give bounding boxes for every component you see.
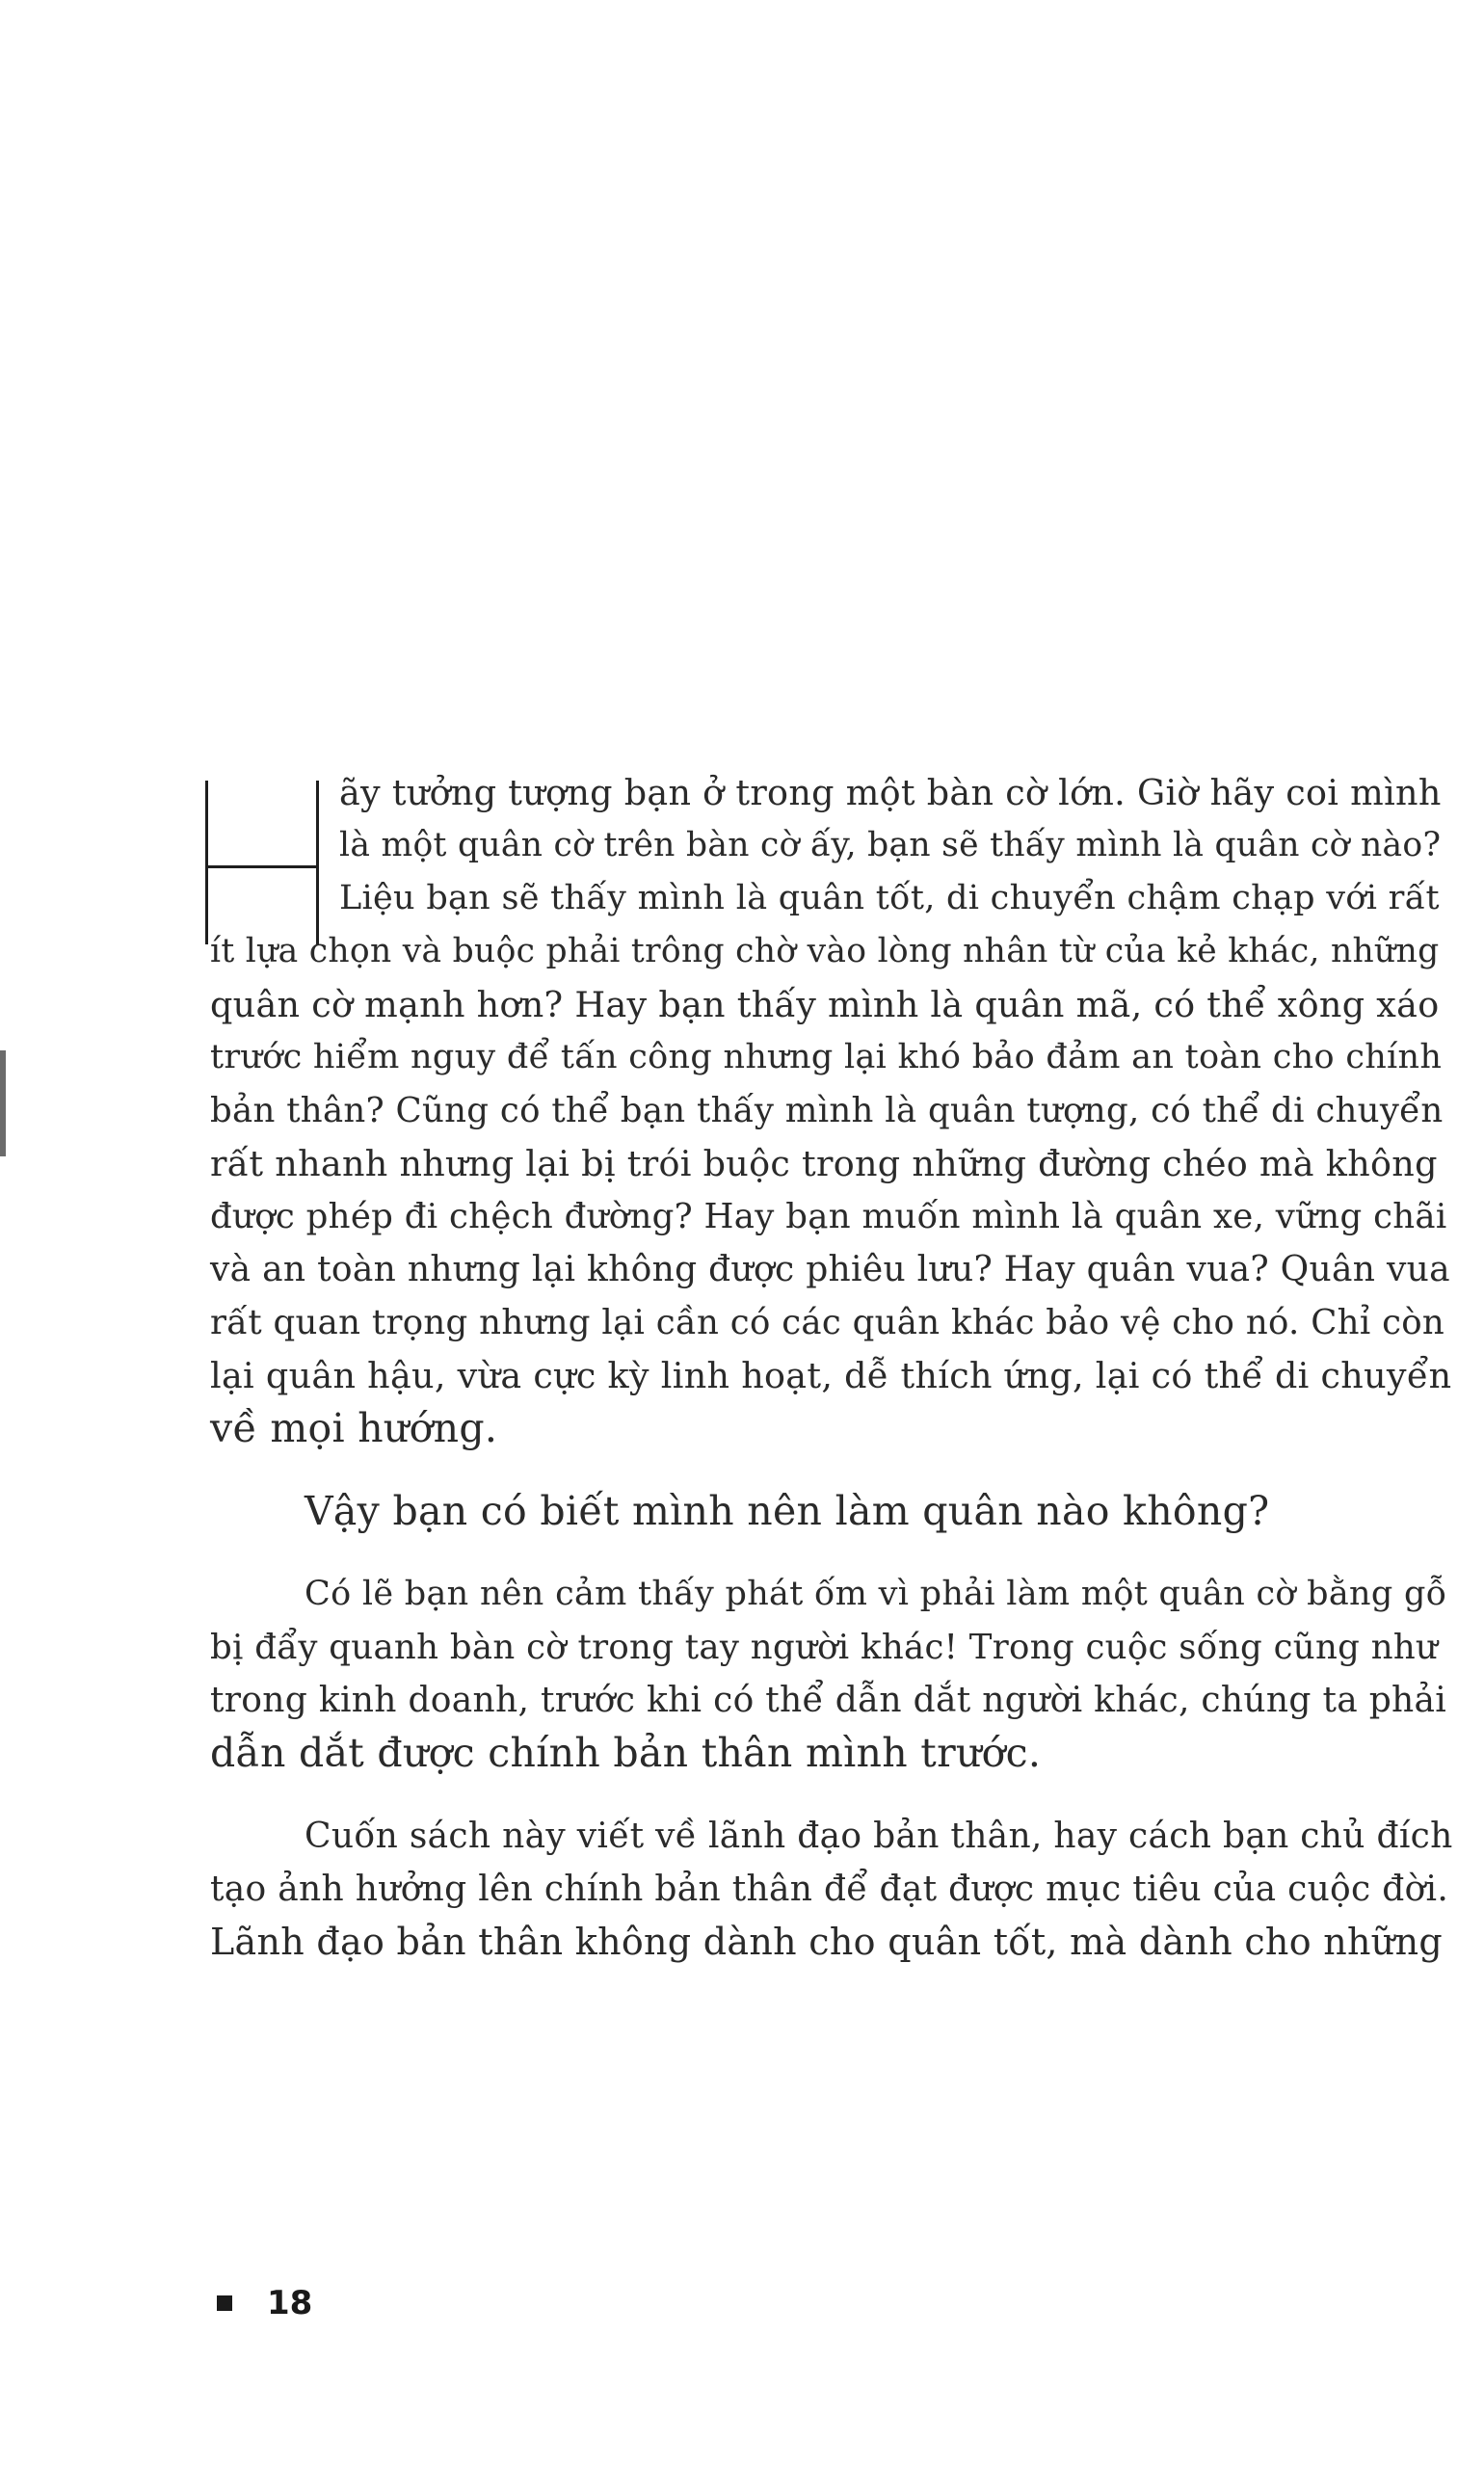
text-line: Lãnh đạo bản thân không dành cho quân tốt, mà dành cho những [210, 1921, 1443, 1963]
text-line: tạo ảnh hưởng lên chính bản thân để đạt được mục tiêu của cuộc đời. [210, 1870, 1449, 1909]
text-line: và an toàn nhưng lại không được phiêu lưu? Hay quân vua? Quân vua [210, 1250, 1450, 1289]
text-line: rất quan trọng nhưng lại cần có các quân khác bảo vệ cho nó. Chỉ còn [210, 1303, 1445, 1342]
text-line: Vậy bạn có biết mình nên làm quân nào không? [305, 1488, 1270, 1534]
paragraph-1 [210, 766, 1453, 1455]
text-line: bản thân? Cũng có thể bạn thấy mình là quân tượng, có thể di chuyển [210, 1091, 1444, 1130]
text-line: ít lựa chọn và buộc phải trông chờ vào lòng nhân từ của kẻ khác, những [210, 932, 1440, 970]
page-footer [217, 2284, 312, 2322]
text-line: trước hiểm nguy để tấn công nhưng lại khó bảo đảm an toàn cho chính [210, 1038, 1443, 1076]
text-line: Liệu bạn sẽ thấy mình là quân tốt, di chuyển chậm chạp với rất [339, 879, 1440, 917]
drop-cap-left-stem [205, 781, 208, 944]
text-line: bị đẩy quanh bàn cờ trong tay người khác! Trong cuộc sống cũng như [210, 1628, 1439, 1667]
square-bullet-icon [217, 2295, 232, 2311]
paragraph-2 [210, 1485, 1453, 1538]
text-line: ãy tưởng tượng bạn ở trong một bàn cờ lớn. Giờ hãy coi mình [339, 772, 1442, 813]
page-number: 18 [267, 2284, 313, 2322]
body-text [210, 766, 1453, 1969]
text-line: về mọi hướng. [210, 1405, 498, 1451]
text-line: trong kinh doanh, trước khi có thể dẫn dắt người khác, chúng ta phải [210, 1681, 1447, 1720]
text-line: được phép đi chệch đường? Hay bạn muốn mình là quân xe, vững chãi [210, 1197, 1447, 1236]
paragraph-3 [210, 1568, 1453, 1780]
text-line: lại quân hậu, vừa cực kỳ linh hoạt, dễ thích ứng, lại có thể di chuyển [210, 1355, 1452, 1396]
paragraph-4 [210, 1810, 1453, 1969]
text-line: rất nhanh nhưng lại bị trói buộc trong những đường chéo mà không [210, 1143, 1438, 1184]
text-line: Có lẽ bạn nên cảm thấy phát ốm vì phải làm một quân cờ bằng gỗ [305, 1575, 1447, 1613]
text-line: dẫn dắt được chính bản thân mình trước. [210, 1730, 1042, 1776]
text-line: quân cờ mạnh hơn? Hay bạn thấy mình là quân mã, có thể xông xáo [210, 984, 1440, 1025]
text-line: Cuốn sách này viết về lãnh đạo bản thân, hay cách bạn chủ đích [305, 1817, 1453, 1856]
scan-shadow-edge [0, 1050, 6, 1156]
text-line: là một quân cờ trên bàn cờ ấy, bạn sẽ thấy mình là quân cờ nào? [339, 826, 1442, 864]
